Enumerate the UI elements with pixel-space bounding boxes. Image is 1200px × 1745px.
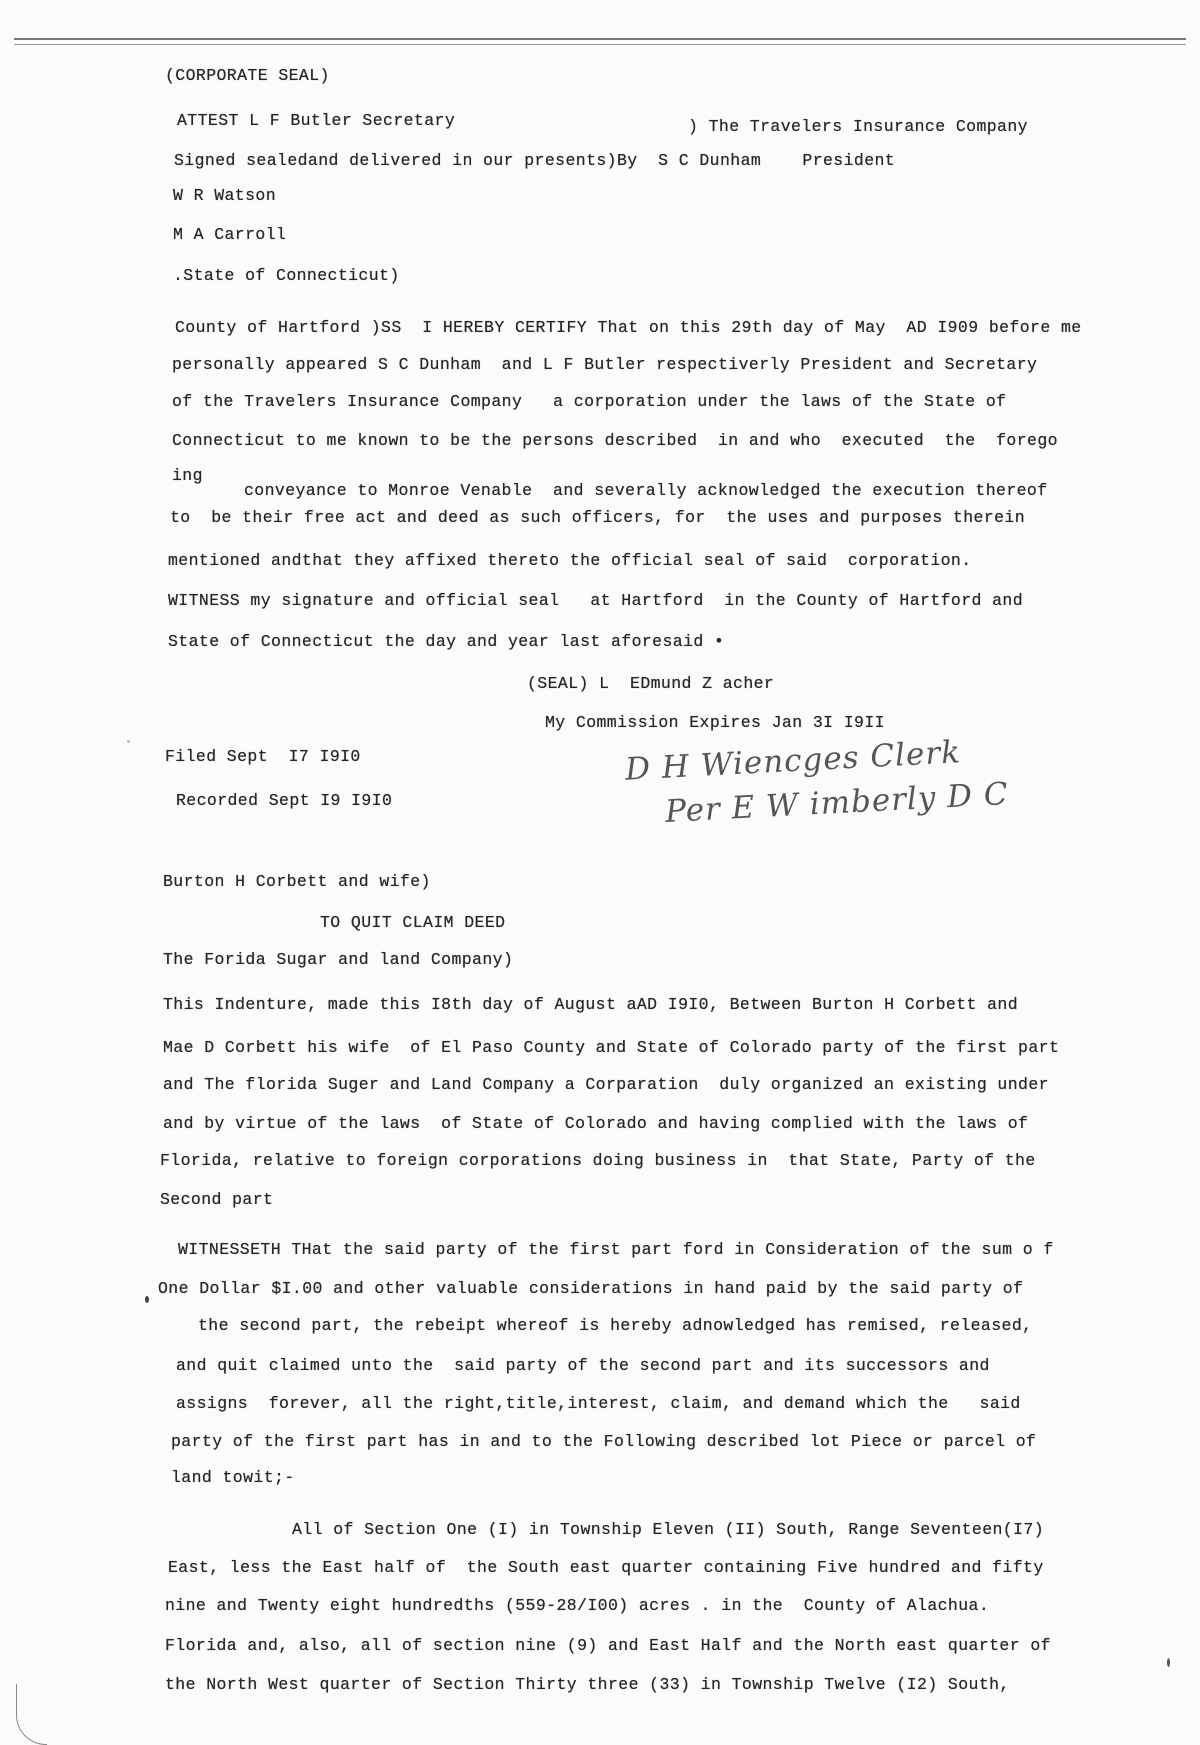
section-one-line: All of Section One (I) in Township Eleven (II) South, Range Seventeen(I7) <box>292 1520 1045 1539</box>
grantee-line: The Forida Sugar and land Company) <box>163 950 514 969</box>
second-part-line: Second part <box>160 1190 274 1209</box>
conveyance-line: conveyance to Monroe Venable and severally acknowledged the execution thereof <box>244 481 1048 500</box>
state-line: .State of Connecticut) <box>173 266 400 285</box>
speck <box>145 1296 149 1303</box>
acres-line: nine and Twenty eight hundredths (559-28/I00) acres . in the County of Alachua. <box>165 1596 990 1615</box>
party-first-part-line: party of the first part has in and to the Following described lot Piece or parcel of <box>171 1432 1037 1451</box>
witness-carroll: M A Carroll <box>173 225 287 244</box>
deputy-clerk-signature: Per E W imberly D C <box>664 776 1010 830</box>
speck <box>127 740 130 743</box>
witness-signature-line: WITNESS my signature and official seal at Hartford in the County of Hartford and <box>168 591 1024 610</box>
quit-claimed-line: and quit claimed unto the said party of the second part and its successors and <box>176 1356 990 1375</box>
corporation-line: of the Travelers Insurance Company a corporation under the laws of the State of <box>172 392 1007 411</box>
deed-type-line: TO QUIT CLAIM DEED <box>320 913 506 932</box>
east-less-line: East, less the East half of the South east quarter containing Five hundred and fifty <box>168 1558 1044 1577</box>
free-act-line: to be their free act and deed as such officers, for the uses and purposes therein <box>170 508 1026 527</box>
section-nine-line: Florida and, also, all of section nine (9) and East Half and the North east quarter of <box>165 1636 1051 1655</box>
top-rule-thin <box>14 44 1186 45</box>
state-aforesaid-line: State of Connecticut the day and year last aforesaid • <box>168 632 725 651</box>
land-towit-line: land towit;- <box>171 1468 295 1487</box>
seal-notary-line: (SEAL) L EDmund Z acher <box>527 674 775 693</box>
grantor-line: Burton H Corbett and wife) <box>163 872 431 891</box>
company-line: ) The Travelers Insurance Company <box>688 117 1028 136</box>
filed-line: Filed Sept I7 I9I0 <box>165 747 361 766</box>
mentioned-line: mentioned andthat they affixed thereto the official seal of said corporation. <box>168 551 972 570</box>
indenture-line: This Indenture, made this I8th day of August aAD I9I0, Between Burton H Corbett and <box>163 995 1019 1014</box>
ing-line: ing <box>172 466 203 485</box>
corbett-line: Mae D Corbett his wife of El Paso County and State of Colorado party of the first part <box>163 1038 1060 1057</box>
assigns-line: assigns forever, all the right,title,interest, claim, and demand which the said <box>176 1394 1021 1413</box>
appeared-line: personally appeared S C Dunham and L F Butler respectiverly President and Secretary <box>172 355 1038 374</box>
florida-line: Florida, relative to foreign corporations doing business in that State, Party of the <box>160 1151 1036 1170</box>
company-organized-line: and The florida Suger and Land Company a Corparation duly organized an existing under <box>163 1075 1049 1094</box>
speck <box>1167 1658 1170 1667</box>
corporate-seal-line: (CORPORATE SEAL) <box>165 66 330 85</box>
witnesseth-line: WITNESSETH THat the said party of the first part ford in Consideration of the sum o f <box>178 1240 1054 1259</box>
receipt-line: the second part, the rebeipt whereof is hereby adnowledged has remised, released, <box>198 1316 1033 1335</box>
certify-line: County of Hartford )SS I HEREBY CERTIFY That on this 29th day of May AD I909 before me <box>175 318 1082 337</box>
top-rule <box>14 38 1186 40</box>
page-corner <box>16 1684 47 1745</box>
signed-line: Signed sealedand delivered in our presents)By S C Dunham President <box>174 151 896 170</box>
recorded-line: Recorded Sept I9 I9I0 <box>176 791 393 810</box>
connecticut-line: Connecticut to me known to be the persons described in and who executed the forego <box>172 431 1058 450</box>
one-dollar-line: One Dollar $I.00 and other valuable considerations in hand paid by the said party of <box>158 1279 1024 1298</box>
attest-line: ATTEST L F Butler Secretary <box>177 111 456 130</box>
clerk-signature: D H Wiencges Clerk <box>624 734 962 788</box>
commission-line: My Commission Expires Jan 3I I9II <box>545 713 885 732</box>
section-thirty-three-line: the North West quarter of Section Thirty three (33) in Township Twelve (I2) South, <box>165 1675 1010 1694</box>
virtue-line: and by virtue of the laws of State of Colorado and having complied with the laws of <box>163 1114 1029 1133</box>
witness-watson: W R Watson <box>173 186 277 205</box>
